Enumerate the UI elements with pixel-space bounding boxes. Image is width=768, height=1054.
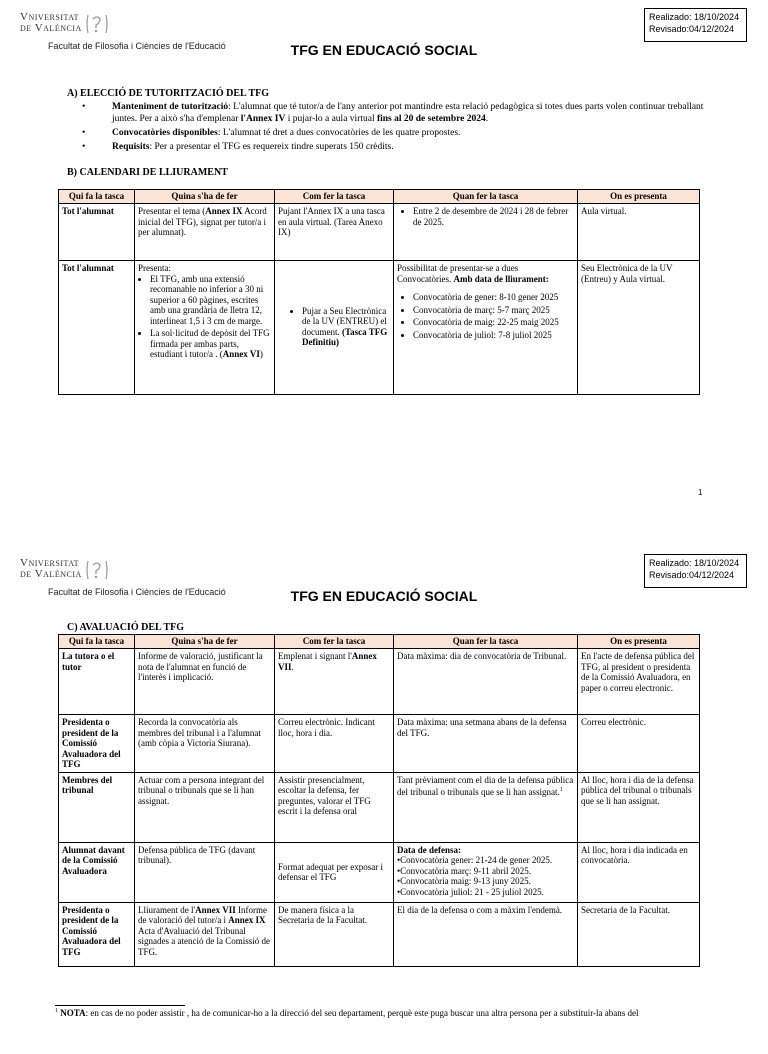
column-header: Quan fer la tasca xyxy=(394,635,578,649)
cell-when: Data màxima: dia de convocatòria de Tribunal. xyxy=(394,649,578,715)
cell-where: En l'acte de defensa pública del TFG, al president o presidenta de la Comissió Avaluadora, en paper o correu electronic. xyxy=(578,649,700,715)
cell-where: Secretaria de la Facultat. xyxy=(578,902,700,966)
logo-faculty-line: Facultat de Filosofia i Ciències de l'Educació xyxy=(48,587,226,597)
logo-faculty-line: Facultat de Filosofia i Ciències de l'Educació xyxy=(48,41,226,51)
cell-what: Actuar com a persona integrant del tribunal o tribunals que se li han assignat. xyxy=(135,772,275,842)
revisado-date: Revisado:04/12/2024 xyxy=(649,570,735,580)
cell-what: Recorda la convocatòria als membres del tribunal i a l'alumnat (amb còpia a Victoria Siurana). xyxy=(135,715,275,773)
footnote-divider xyxy=(55,1005,185,1006)
page-number: 1 xyxy=(698,488,703,497)
cell-what: Informe de valoració, justificant la nota de l'alumnat en funció de l'interès i implicació. xyxy=(135,649,275,715)
cell-who: La tutora o el tutor xyxy=(59,649,135,715)
evaluation-table xyxy=(58,634,700,967)
bullet-1-text3: . xyxy=(485,113,489,124)
column-header: Com fer la tasca xyxy=(275,635,394,649)
column-header: Qui fa la tasca xyxy=(59,190,135,204)
cell-when: El dia de la defensa o com a màxim l'endemà. xyxy=(394,902,578,966)
table-row xyxy=(59,772,700,842)
cell-how: • Pujar a Seu Electrònica de la UV (ENTREU) el document. (Tasca TFG Definitiu) xyxy=(275,261,394,395)
column-header: On es presenta xyxy=(578,635,700,649)
table-row xyxy=(59,204,700,261)
cell-who: Tot l'alumnat xyxy=(59,204,135,261)
cell-how: De manera física a la Secretaria de la Facultat. xyxy=(275,902,394,966)
cell-what: Presentar el tema (Annex IX Acord inicial del TFG), signat per tutor/a i per alumnat). xyxy=(135,204,275,261)
cell-how: Pujant l'Annex IX a una tasca en aula virtual. (Tarea Anexo IX) xyxy=(275,204,394,261)
page-2 xyxy=(0,546,768,1054)
cell-when: Tant prèviament com el dia de la defensa pública del tribunal o tribunals que se li han assignat.$^1$ xyxy=(394,772,578,842)
cell-who: Alumnat davant de la Comissió Avaluadora xyxy=(59,842,135,902)
logo-line-1: Vniversitat xyxy=(20,557,80,569)
realizado-date: Realizado: 18/10/2024 xyxy=(649,12,740,22)
logo-line-2: de València xyxy=(20,22,82,34)
cell-when: • Entre 2 de desembre de 2024 i 28 de febrer de 2025. xyxy=(394,204,578,261)
section-b-heading: B) CALENDARI DE LLIURAMENT xyxy=(67,167,228,178)
cell-where: Aula virtual. xyxy=(578,204,700,261)
column-header: Quina s'ha de fer xyxy=(135,190,275,204)
cell-where: Al lloc, hora i dia indicada en convocatòria. xyxy=(578,842,700,902)
table-header-row xyxy=(59,635,700,649)
cell-how: Correu electrònic. Indicant lloc, hora i dia. xyxy=(275,715,394,773)
cell-what: Defensa pública de TFG (davant tribunal). xyxy=(135,842,275,902)
section-a-heading: A) ELECCIÓ DE TUTORITZACIÓ DEL TFG xyxy=(67,88,269,99)
university-seal-icon xyxy=(84,12,110,36)
university-seal-icon xyxy=(84,558,110,582)
page-1: Vniversitat de València Facultat de Filosofia i Ciències de l'Educació Realizado: 18/10/2024 Revisado:04/12/2024 TFG EN EDUCACIÓ SOCIAL A) ELECCIÓ DE TUTORITZACIÓ DEL TFG • Manteniment de tutorització: L'alumnat que té tutor/a de l'any anterior pot mantindre esta relació pedagògica si totes dues parts volen continuar treballant juntes. Per a això s'ha d'emplenar l'Annex IV i pujar-lo a aula virtual fins al 20 de setembre 2024. • Convocatòries disponibles: L'alumnat té dret a dues convocatòries de les quatre propostes. • Requisits: Per a presentar el TFG es requereix tindre superats 150 crèdits. B) CALENDARI DE LLIURAMENT Qui fa la tasca Quina s'ha de fer Com fer la tasca Quan fer la tasca On es presenta Tot l'alumnat Presentar el tema (Annex IX Acord inicial del TFG), signat per tutor/a i per alumnat). Pujant l'Annex IX a una tasca en aula virtual. (Tarea Anexo IX) • Entre 2 de desembre de 2024 i 28 de febrer de 2025. Aula virtual. Tot l'alumnat Presenta: • El TFG, amb una extensió recomanable no inferior a 30 ni superior a 60 pàgines, escrites amb una grandària de lletra 12, interlineat 1,5 i 3 cm de marge. • La sol·licitud de depòsit del TFG firmada per ambas parts, estudiant i tutor/a . (Annex VI) • Pujar a Seu Electrònica de la UV (ENTREU) el document. (Tasca TFG Definitiu) Possibilitat de presentar-se a dues Convocatòries. Amb data de lliurament: • Convocatòria de gener: 8-10 gener 2025 • Convocatòria de març: 5-7 març 2025 • Convocatòria de maig: 22-25 maig 2025 • Convocatòria de juliol: 7-8 juliol 2025 Seu Electrònica de la UV (Entreu) y Aula virtual. 1 xyxy=(0,0,768,508)
footnote: $^1$ NOTA: en cas de no poder assistir , ha de comunicar-ho a la direcció del seu departament, perquè este puga buscar una altra persona per a substituir-la abans del xyxy=(55,1008,639,1018)
cell-when: Data de defensa: •Convocatòria gener: 21-24 de gener 2025. •Convocatòria març: 9-11 abril 2025. •Convocatòria maig: 9-13 juny 2025. •Convocatòria juliol: 21 - 25 juliol 2025. xyxy=(394,842,578,902)
cell-who: Presidenta o president de la Comissió Avaluadora del TFG xyxy=(59,715,135,773)
column-header: On es presenta xyxy=(578,190,700,204)
column-header: Com fer la tasca xyxy=(275,190,394,204)
bullet-1-bold3: fins al 20 de setembre 2024 xyxy=(376,113,486,124)
table-row xyxy=(59,902,700,966)
bullet-3-bold: Requisits xyxy=(112,142,150,152)
bullet-2-text: : L'alumnat té dret a dues convocatòries de les quatre propostes. xyxy=(217,128,461,138)
realizado-date: Realizado: 18/10/2024 xyxy=(649,558,740,568)
logo-line-2: de València xyxy=(20,568,82,580)
cell-how: Assistir presencialment, escoltar la defensa, fer preguntes, valorar el TFG escrit i la defensa oral xyxy=(275,772,394,842)
bullet-1-bold2: l'Annex IV xyxy=(240,113,286,124)
column-header: Quan fer la tasca xyxy=(394,190,578,204)
cell-who: Presidenta o president de la Comissió Avaluadora del TFG xyxy=(59,902,135,966)
table-row xyxy=(59,649,700,715)
delivery-calendar-table xyxy=(58,189,700,395)
bullet-2-bold: Convocatòries disponibles xyxy=(112,128,218,138)
revision-box xyxy=(644,554,747,588)
cell-how: Format adequat per exposar i defensar el TFG xyxy=(275,842,394,902)
footnote-marker: 1 xyxy=(559,787,563,793)
table-row xyxy=(59,715,700,773)
column-header: Quina s'ha de fer xyxy=(135,635,275,649)
bullet-1-text2: i pujar-lo a aula virtual xyxy=(285,113,377,124)
cell-what: Lliurament de l'Annex VII Informe de valoració del tutor/a i Annex IX Acta d'Avaluació del Tribunal signades a atenció de la Comissió de TFG. xyxy=(135,902,275,966)
section-c-heading: C) AVALUACIÓ DEL TFG xyxy=(67,622,184,633)
bullet-3-text: : Per a presentar el TFG es requereix tindre superats 150 crèdits. xyxy=(149,142,394,152)
revisado-date: Revisado:04/12/2024 xyxy=(649,24,735,34)
cell-who: Tot l'alumnat xyxy=(59,261,135,395)
logo-line-1: Vniversitat xyxy=(20,11,80,23)
table-row xyxy=(59,261,700,395)
cell-how: Emplenat i signant l'Annex VII. xyxy=(275,649,394,715)
bullet-1-bold: Manteniment de tutorització xyxy=(112,102,229,112)
table-row xyxy=(59,842,700,902)
page-title: TFG EN EDUCACIÓ SOCIAL xyxy=(290,42,478,58)
cell-what: Presenta: • El TFG, amb una extensió recomanable no inferior a 30 ni superior a 60 pàgines, escrites amb una grandària de lletra 12, interlineat 1,5 i 3 cm de marge. • La sol·licitud de depòsit del TFG firmada per ambas parts, estudiant i tutor/a . (Annex VI) xyxy=(135,261,275,395)
table-header-row xyxy=(59,190,700,204)
column-header: Qui fa la tasca xyxy=(59,635,135,649)
cell-where: Correu electrònic. xyxy=(578,715,700,773)
revision-box xyxy=(644,8,747,42)
bullet-1-text: : L'alumnat que té tutor/a de l'any anterior pot mantindre esta relació pedagògica si totes dues parts volen continuar treballant juntes. Per a això s'ha d'emplenar xyxy=(112,102,704,124)
cell-when: Data màxima: una setmana abans de la defensa del TFG. xyxy=(394,715,578,773)
cell-when: Possibilitat de presentar-se a dues Convocatòries. Amb data de lliurament: • Convocatòria de gener: 8-10 gener 2025 • Convocatòria de març: 5-7 març 2025 • Convocatòria de maig: 22-25 maig 2025 • Convocatòria de juliol: 7-8 juliol 2025 xyxy=(394,261,578,395)
cell-who: Membres del tribunal xyxy=(59,772,135,842)
cell-where: Al lloc, hora i dia de la defensa pública del tribunal o tribunals que se li han assignat. xyxy=(578,772,700,842)
cell-where: Seu Electrònica de la UV (Entreu) y Aula virtual. xyxy=(578,261,700,395)
page-title: TFG EN EDUCACIÓ SOCIAL xyxy=(290,588,478,604)
